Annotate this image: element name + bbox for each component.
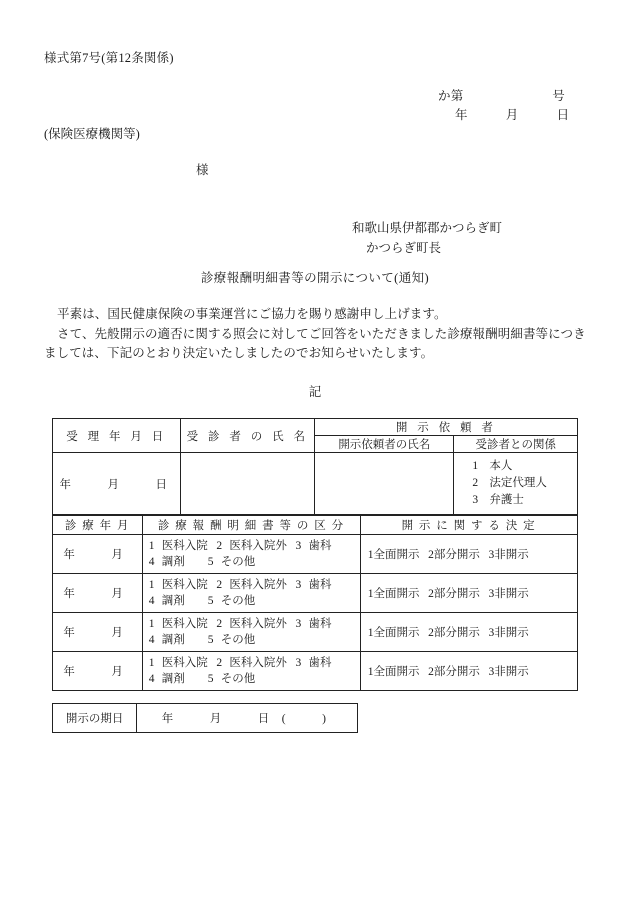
list-item[interactable] [472,458,577,475]
category-option-label[interactable]: 調剤 [161,556,185,568]
decision-option-number: 3 [488,666,495,678]
relation-option-label: 弁護士 [489,494,524,506]
addressee-honorific: 様 [196,163,209,177]
decision-option-label[interactable]: 全面開示 [373,627,420,639]
field-receipt-category[interactable] [142,652,360,691]
table-row [53,453,578,515]
header-requester-name: 開示依頼者の氏名 [315,436,454,453]
category-line-1 [149,538,360,554]
field-treatment-month[interactable] [53,574,143,613]
category-line-1 [149,655,360,671]
field-receipt-category[interactable] [142,613,360,652]
field-disclosure-decision[interactable] [360,652,577,691]
decision-option-label[interactable]: 非開示 [494,666,529,678]
category-option-number: 4 [148,673,155,685]
decision-option-label[interactable]: 全面開示 [373,588,420,600]
label-disclosure-deadline: 開示の期日 [53,704,137,733]
treatment-month-placeholder: 年 月 [63,549,124,561]
category-option-number: 5 [207,556,214,568]
category-option-label[interactable]: 調剤 [161,673,185,685]
category-option-label[interactable]: 調剤 [161,595,185,607]
document-number-line: か第 号 [438,89,566,103]
table-row [53,535,578,574]
decision-option-number: 2 [428,666,434,678]
category-option-label[interactable]: 歯科 [308,657,332,669]
body-paragraph-2 [44,325,589,363]
category-option-label[interactable]: 医科入院 [161,540,208,552]
category-option-label[interactable]: 医科入院外 [229,540,287,552]
field-treatment-month[interactable] [53,535,143,574]
category-option-label[interactable]: その他 [220,634,256,646]
decision-option-number: 1 [367,549,374,561]
category-option-label[interactable]: 歯科 [308,579,332,591]
category-option-label[interactable]: 医科入院外 [229,618,287,630]
category-option-number: 1 [148,657,155,669]
field-requester-name[interactable] [315,453,454,515]
field-receipt-category[interactable] [142,574,360,613]
decision-option-number: 3 [488,627,495,639]
category-option-number: 2 [216,579,223,591]
form-number: 様式第7号(第12条関係) [44,51,174,65]
document-title: 診療報酬明細書等の開示について(通知) [200,271,430,285]
treatment-month-placeholder: 年 月 [63,627,124,639]
document-date-line: 年 月 日 [455,108,570,122]
header-reception-date: 受 理 年 月 日 [53,419,181,453]
table-row [53,574,578,613]
relation-option-label: 法定代理人 [489,477,547,489]
table-row-header-top [53,419,578,436]
category-option-number: 4 [148,595,155,607]
category-option-number: 3 [295,540,302,552]
decision-option-label[interactable]: 非開示 [494,588,529,600]
category-option-label[interactable]: その他 [220,673,256,685]
category-line-2 [149,632,360,648]
category-option-number: 5 [207,634,214,646]
field-disclosure-decision[interactable] [360,535,577,574]
field-treatment-month[interactable] [53,652,143,691]
category-option-number: 5 [207,673,214,685]
table-row [53,704,358,733]
category-option-label[interactable]: 医科入院外 [229,579,287,591]
decision-option-label[interactable]: 全面開示 [373,666,420,678]
decision-option-number: 1 [367,666,374,678]
category-option-label[interactable]: 医科入院外 [229,657,287,669]
body-paragraph-2-text: さて、先般開示の適否に関する照会に対してご回答をいただきました診療報酬明細書等につきましては、下記のとおり決定いたしましたのでお知らせいたします。 [44,327,586,360]
ki-marker: 記 [308,385,322,399]
field-relation-options[interactable] [454,453,578,515]
issuer-name: かつらぎ町長 [366,241,442,255]
category-line-2 [149,671,360,687]
category-option-number: 1 [148,618,155,630]
field-treatment-month[interactable] [53,613,143,652]
table-row [53,652,578,691]
decision-option-label[interactable]: 非開示 [494,627,529,639]
relation-option-number: 3 [472,494,479,506]
decision-option-number: 2 [428,588,434,600]
category-option-label[interactable]: 医科入院 [161,579,208,591]
issuer-address: 和歌山県伊都郡かつらぎ町 [352,221,503,235]
category-line-2 [149,593,360,609]
body-paragraph-1 [44,305,589,324]
field-disclosure-decision[interactable] [360,574,577,613]
decision-option-label[interactable]: 全面開示 [373,549,420,561]
field-reception-date[interactable] [53,453,181,515]
header-receipt-category: 診 療 報 酬 明 細 書 等 の 区 分 [142,516,360,535]
category-option-label[interactable]: 医科入院 [161,657,208,669]
header-treatment-month: 診 療 年 月 [53,516,143,535]
category-option-number: 3 [295,657,302,669]
decision-option-number: 3 [488,588,495,600]
reception-table [52,418,578,515]
category-option-number: 4 [148,634,155,646]
category-option-number: 5 [207,595,214,607]
deadline-placeholder: 年 月 日 ( ) [161,713,327,725]
field-disclosure-decision[interactable] [360,613,577,652]
treatment-month-placeholder: 年 月 [63,588,124,600]
field-receipt-category[interactable] [142,535,360,574]
category-option-label[interactable]: その他 [220,556,256,568]
category-option-label[interactable]: その他 [220,595,256,607]
list-item[interactable] [472,475,577,492]
decision-option-label[interactable]: 部分開示 [433,549,480,561]
decision-option-number: 2 [428,549,434,561]
category-option-number: 3 [295,618,302,630]
table-row [53,613,578,652]
relation-option-number: 2 [472,477,479,489]
decision-option-number: 1 [367,588,374,600]
category-option-number: 4 [148,556,155,568]
category-option-number: 1 [148,540,155,552]
relation-option-list [454,453,577,514]
treatment-month-placeholder: 年 月 [63,666,124,678]
list-item[interactable] [472,492,577,509]
decision-option-number: 2 [428,627,434,639]
category-option-label[interactable]: 歯科 [308,618,332,630]
header-relation: 受診者との関係 [454,436,578,453]
header-patient-name: 受 診 者 の 氏 名 [180,419,314,453]
category-option-number: 1 [148,579,155,591]
relation-option-label: 本人 [489,460,513,472]
category-option-number: 2 [216,657,223,669]
category-option-label[interactable]: 医科入院 [161,618,208,630]
addressee-kind: (保険医療機関等) [44,127,140,141]
category-option-number: 2 [216,618,223,630]
body-paragraph-1-text: 平素は、国民健康保険の事業運営にご協力を賜り感謝申し上げます。 [57,307,447,321]
category-option-number: 3 [295,579,302,591]
deadline-table [52,703,358,733]
decision-option-label[interactable]: 部分開示 [433,588,480,600]
table-row-header [53,516,578,535]
decision-option-label[interactable]: 部分開示 [433,666,480,678]
category-option-label[interactable]: 歯科 [308,540,332,552]
header-disclosure-decision: 開 示 に 関 す る 決 定 [360,516,577,535]
decision-option-label[interactable]: 非開示 [494,549,529,561]
detail-table [52,515,578,691]
category-line-1 [149,616,360,632]
header-requester-group: 開 示 依 頼 者 [315,419,578,436]
reception-date-placeholder: 年 月 日 [59,478,168,491]
relation-option-number: 1 [472,460,479,472]
field-disclosure-deadline[interactable] [137,704,358,733]
category-line-2 [149,554,360,570]
decision-option-number: 1 [367,627,374,639]
field-patient-name[interactable] [180,453,314,515]
decision-option-number: 3 [488,549,495,561]
category-option-number: 2 [216,540,223,552]
decision-option-label[interactable]: 部分開示 [433,627,480,639]
category-line-1 [149,577,360,593]
category-option-label[interactable]: 調剤 [161,634,185,646]
